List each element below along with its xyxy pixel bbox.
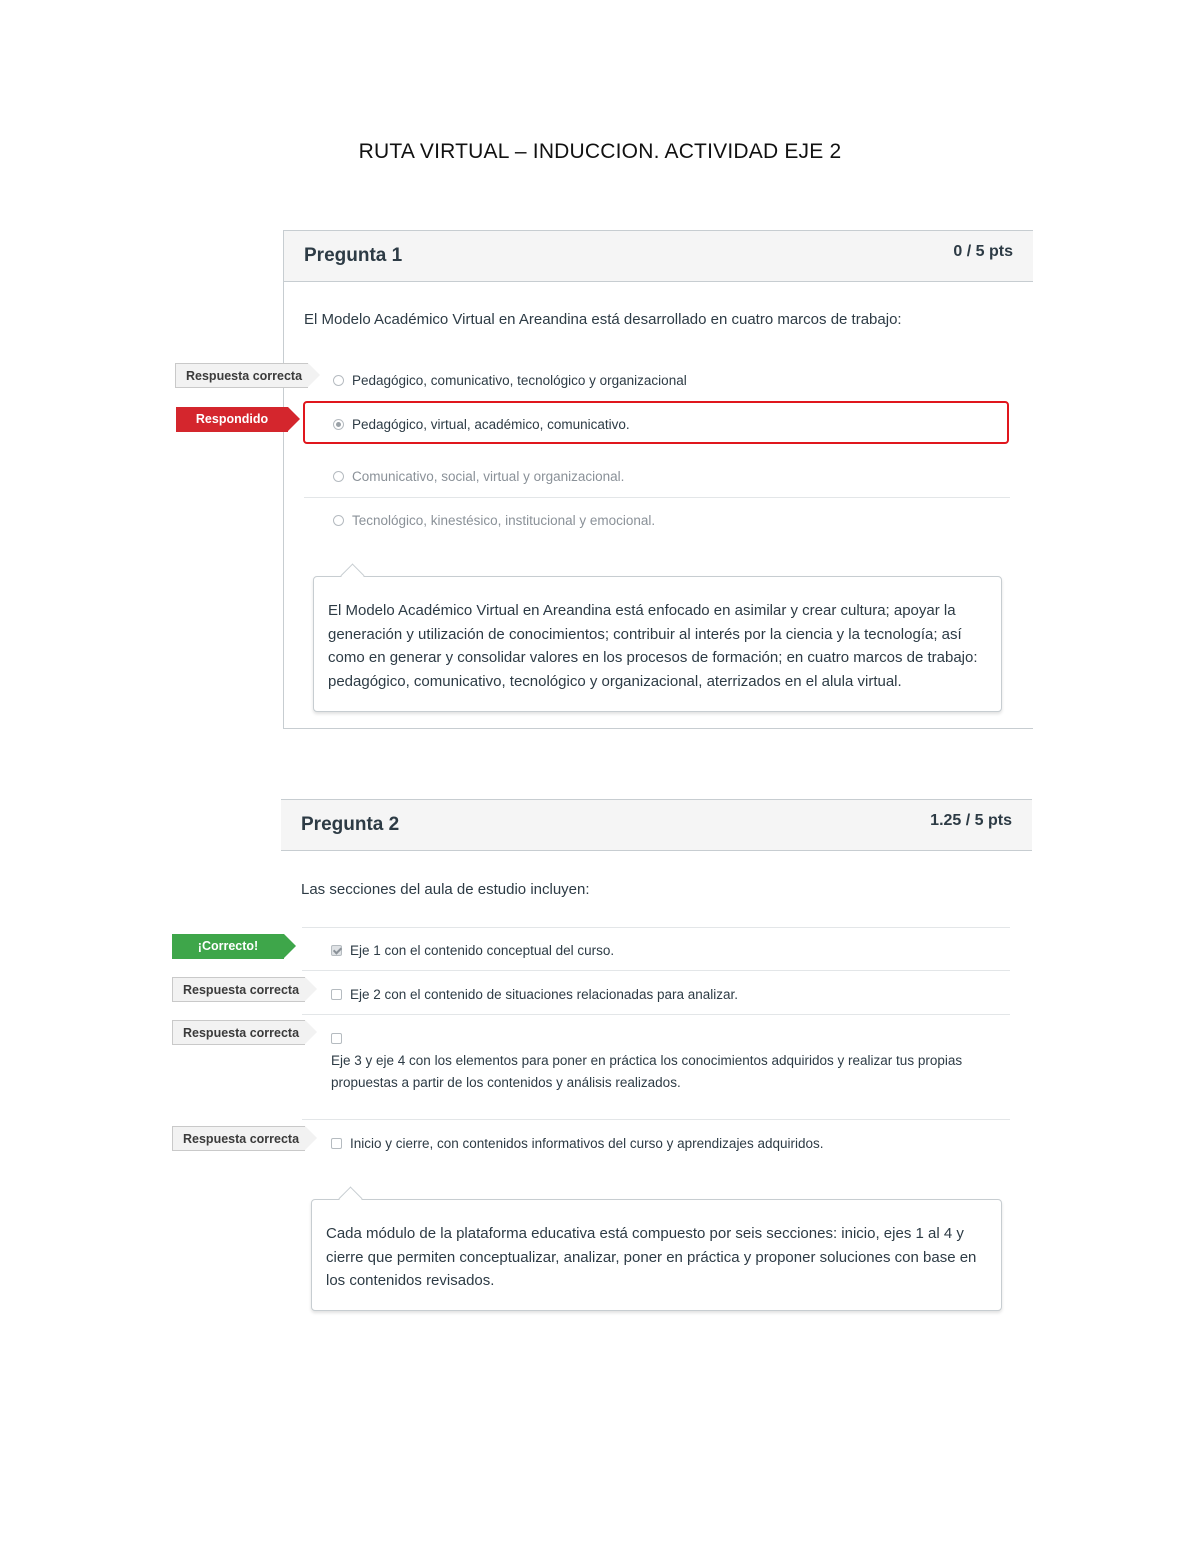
answer-label: Comunicativo, social, virtual y organizacional. (352, 469, 625, 484)
checkbox-icon[interactable] (331, 1138, 342, 1149)
question-2-feedback (311, 1199, 1002, 1311)
answer-label: Eje 3 y eje 4 con los elementos para poner en práctica los conocimientos adquiridos y realizar tus propias propuestas a partir de los contenidos y análisis realizados. (331, 1053, 963, 1090)
q2-answer-4[interactable] (331, 1136, 824, 1151)
question-2-points: 1.25 / 5 pts (930, 812, 1012, 829)
q1-answer-1[interactable] (333, 373, 687, 388)
flag-correct: ¡Correcto! (172, 934, 284, 959)
answer-label: Tecnológico, kinestésico, institucional y emocional. (352, 513, 656, 528)
answer-label: Eje 1 con el contenido conceptual del curso. (350, 943, 615, 958)
question-1-feedback (313, 576, 1002, 712)
divider (302, 1014, 1010, 1015)
divider (302, 970, 1010, 971)
question-2-text: Las secciones del aula de estudio incluyen: (301, 881, 590, 898)
answer-label: Pedagógico, virtual, académico, comunicativo. (352, 417, 630, 432)
question-1-text: El Modelo Académico Virtual en Areandina está desarrollado en cuatro marcos de trabajo: (304, 311, 902, 328)
feedback-text: Cada módulo de la plataforma educativa está compuesto por seis secciones: inicio, ejes 1 al 4 y cierre que permiten conceptualizar, analizar, poner en práctica y proponer soluciones con base en los contenidos revisados. (326, 1225, 977, 1289)
q1-answer-4[interactable] (333, 513, 655, 528)
question-1-points: 0 / 5 pts (953, 243, 1013, 260)
radio-selected-icon[interactable] (333, 419, 344, 430)
checkbox-icon[interactable] (331, 989, 342, 1000)
document-title: RUTA VIRTUAL – INDUCCION. ACTIVIDAD EJE 2 (358, 140, 842, 163)
flag-correct-answer: Respuesta correcta (172, 1020, 305, 1045)
checkbox-icon[interactable] (331, 1033, 342, 1044)
divider (302, 1119, 1010, 1120)
q2-answer-1[interactable] (331, 943, 614, 958)
question-2-header (281, 800, 1032, 851)
flag-correct-answer: Respuesta correcta (172, 1126, 305, 1151)
divider (304, 497, 1010, 498)
radio-icon[interactable] (333, 375, 344, 386)
q1-answer-3[interactable] (333, 469, 624, 484)
feedback-text: El Modelo Académico Virtual en Areandina está enfocado en asimilar y crear cultura; apoyar la generación y utilización de conocimientos; contribuir al interés por la ciencia y la tecnología; así como en generar y consolidar valores en los procesos de formación; en cuatro marcos de trabajo: pedagógico, comunicativo, tecnológico y organizacional, aterrizados en el alula virtual. (328, 602, 978, 690)
question-1-header (284, 231, 1033, 282)
q2-answer-2[interactable] (331, 987, 738, 1002)
answer-label: Eje 2 con el contenido de situaciones relacionadas para analizar. (350, 987, 739, 1002)
answer-label: Inicio y cierre, con contenidos informativos del curso y aprendizajes adquiridos. (350, 1136, 824, 1151)
flag-answered: Respondido (176, 407, 288, 432)
question-2-title: Pregunta 2 (301, 814, 400, 835)
q1-answer-2[interactable] (333, 417, 630, 432)
checkbox-checked-icon[interactable] (331, 945, 342, 956)
flag-correct-answer: Respuesta correcta (175, 363, 308, 388)
divider (302, 927, 1010, 928)
radio-icon[interactable] (333, 515, 344, 526)
radio-icon[interactable] (333, 471, 344, 482)
q2-answer-3[interactable] (331, 1028, 981, 1094)
question-1-title: Pregunta 1 (304, 245, 403, 266)
flag-correct-answer: Respuesta correcta (172, 977, 305, 1002)
answer-label: Pedagógico, comunicativo, tecnológico y organizacional (352, 373, 687, 388)
